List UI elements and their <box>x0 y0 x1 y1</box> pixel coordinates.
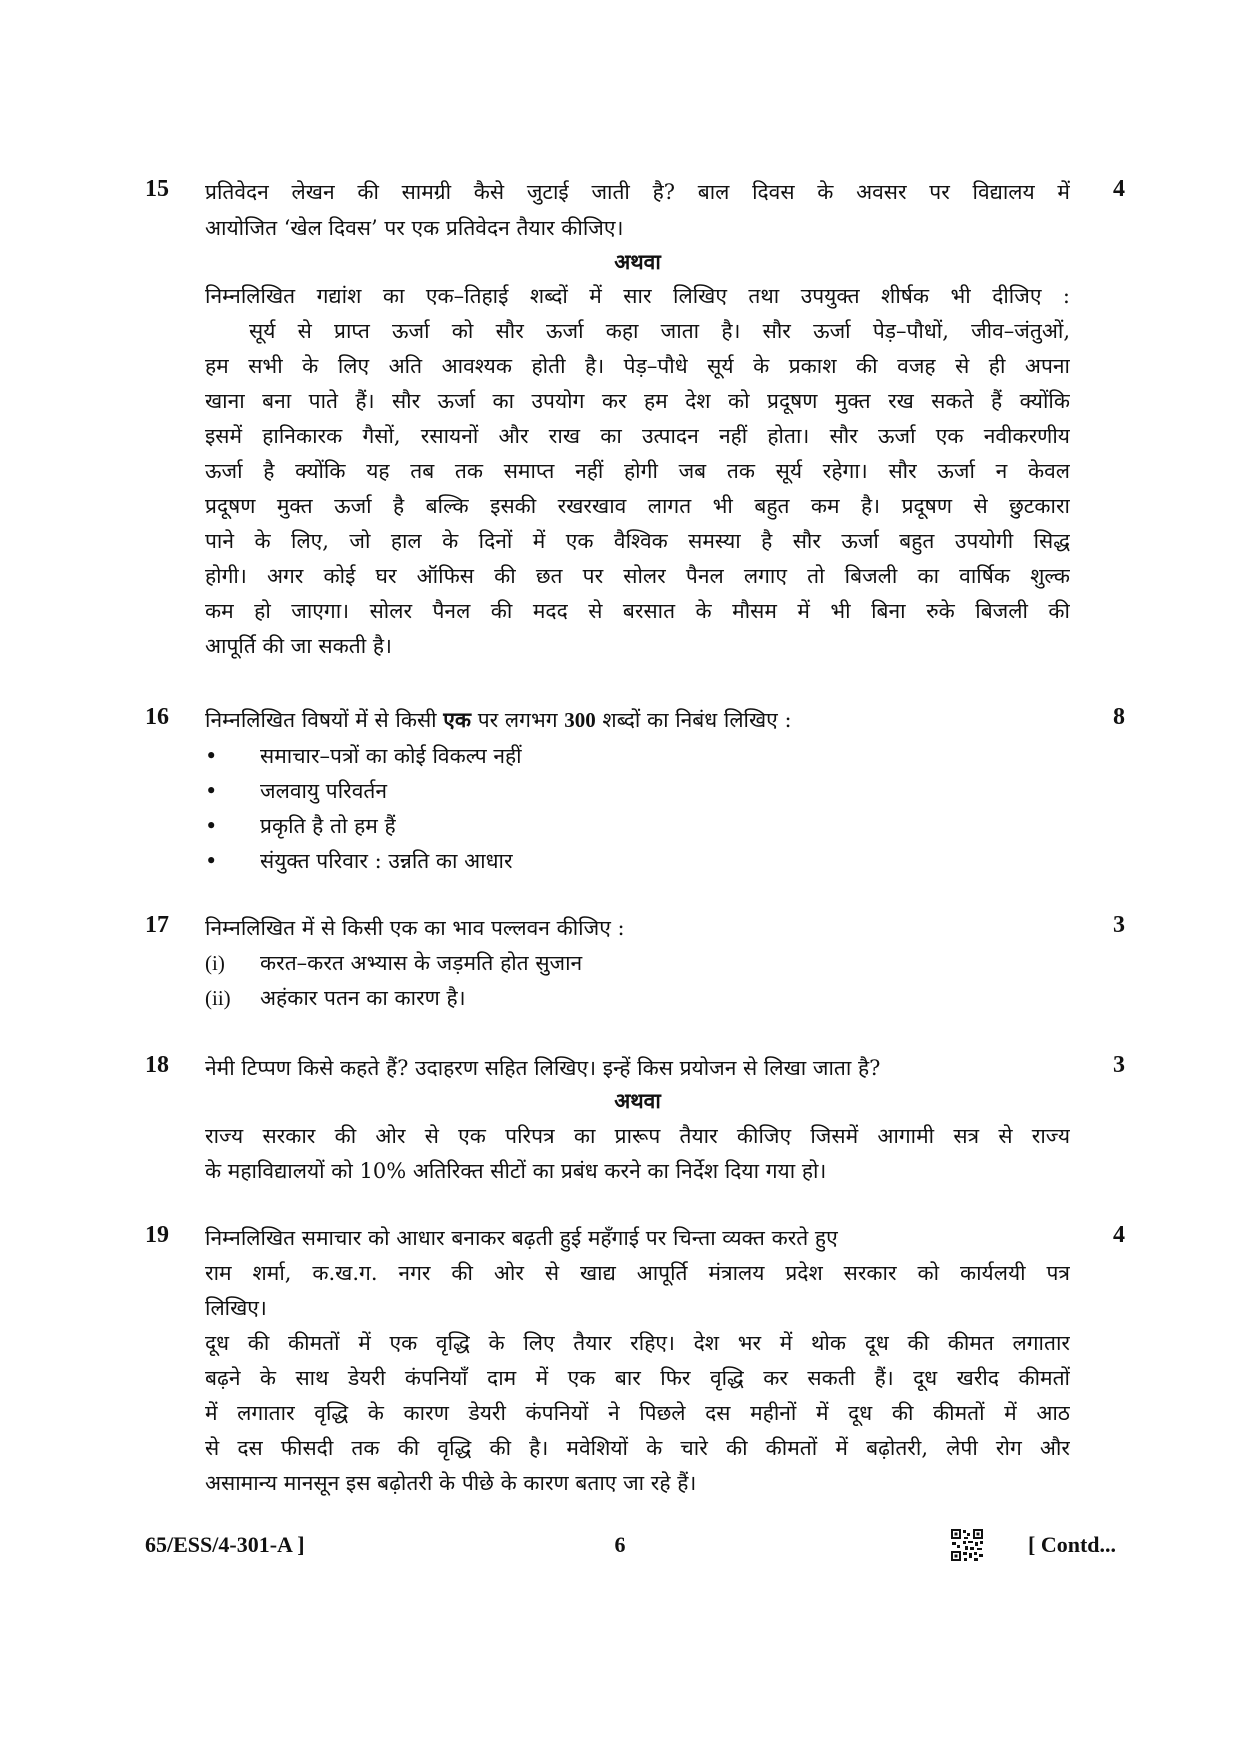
passage-line: होगी। अगर कोई घर ऑफिस की छत पर सोलर पैनल लगाए तो बिजली का वार्षिक शुल्क <box>205 564 1070 588</box>
question-number: 15 <box>145 176 169 202</box>
option-label: (i) <box>205 951 225 975</box>
word-count: 300 <box>564 708 596 732</box>
question-number: 17 <box>145 912 169 938</box>
continued-label: [ Contd... <box>1028 1532 1117 1557</box>
question-text-emphasis: एक <box>443 707 472 732</box>
question-text: नेमी टिप्पण किसे कहते हैं? उदाहरण सहित लिखिए। इन्हें किस प्रयोजन से लिखा जाता है? <box>205 1056 881 1080</box>
topic-text: प्रकृति है तो हम हैं <box>260 814 396 838</box>
question-text: राज्य सरकार की ओर से एक परिपत्र का प्रारूप तैयार कीजिए जिसमें आगामी सत्र से राज्य <box>205 1124 1070 1148</box>
topic-text: जलवायु परिवर्तन <box>260 779 388 803</box>
option-text: करत–करत अभ्यास के जड़मति होत सुजान <box>260 951 583 975</box>
bullet-icon: • <box>205 849 218 873</box>
option-label: (ii) <box>205 986 231 1010</box>
question-text: लिखिए। <box>205 1296 267 1320</box>
paper-code: 65/ESS/4-301-A ] <box>145 1532 305 1557</box>
passage-line: ऊर्जा है क्योंकि यह तब तक समाप्त नहीं होगी जब तक सूर्य रहेगा। सौर ऊर्जा न केवल <box>205 459 1070 483</box>
passage-line: खाना बना पाते हैं। सौर ऊर्जा का उपयोग कर हम देश को प्रदूषण मुक्त रख सकते हैं क्योंकि <box>205 389 1070 413</box>
news-line: में लगातार वृद्धि के कारण डेयरी कंपनियों ने पिछले दस महीनों में दूध की कीमतों में आठ <box>205 1401 1070 1425</box>
news-line: दूध की कीमतों में एक वृद्धि के लिए तैयार रहिए। देश भर में थोक दूध की कीमत लगातार <box>205 1331 1070 1355</box>
qr-code-icon <box>950 1528 984 1562</box>
question-number: 19 <box>145 1222 169 1248</box>
passage-line: प्रदूषण मुक्त ऊर्जा है बल्कि इसकी रखरखाव लागत भी बहुत कम है। प्रदूषण से छुटकारा <box>205 494 1070 518</box>
question-text-part: निम्नलिखित विषयों में से किसी <box>205 708 444 732</box>
topic-text: समाचार–पत्रों का कोई विकल्प नहीं <box>260 744 522 768</box>
passage-line: पाने के लिए, जो हाल के दिनों में एक वैश्विक समस्या है सौर ऊर्जा बहुत उपयोगी सिद्ध <box>205 529 1070 553</box>
question-text <box>205 702 1070 738</box>
or-separator: अथवा <box>614 249 661 274</box>
question-marks: 3 <box>1113 1052 1125 1078</box>
question-marks: 3 <box>1113 912 1125 938</box>
question-marks: 4 <box>1113 176 1125 202</box>
bullet-icon: • <box>205 779 218 803</box>
question-number: 16 <box>145 704 169 730</box>
question-marks: 4 <box>1113 1222 1125 1248</box>
news-line: असामान्य मानसून इस बढ़ोतरी के पीछे के कारण बताए जा रहे हैं। <box>205 1471 697 1495</box>
question-instruction: निम्नलिखित गद्यांश का एक–तिहाई शब्दों में सार लिखिए तथा उपयुक्त शीर्षक भी दीजिए : <box>205 284 1070 308</box>
option-text: अहंकार पतन का कारण है। <box>260 986 466 1010</box>
question-text: प्रतिवेदन लेखन की सामग्री कैसे जुटाई जाती है? बाल दिवस के अवसर पर विद्यालय में <box>205 180 1070 204</box>
question-marks: 8 <box>1113 704 1125 730</box>
topic-text: संयुक्त परिवार : उन्नति का आधार <box>260 849 513 873</box>
passage-line: कम हो जाएगा। सोलर पैनल की मदद से बरसात के मौसम में भी बिना रुके बिजली की <box>205 599 1070 623</box>
bullet-icon: • <box>205 814 218 838</box>
question-text: आयोजित ‘खेल दिवस’ पर एक प्रतिवेदन तैयार कीजिए। <box>205 216 624 240</box>
question-text: राम शर्मा, क.ख.ग. नगर की ओर से खाद्य आपूर्ति मंत्रालय प्रदेश सरकार को कार्यलयी पत्र <box>205 1261 1070 1285</box>
passage-line: इसमें हानिकारक गैसों, रसायनों और राख का उत्पादन नहीं होता। सौर ऊर्जा एक नवीकरणीय <box>205 424 1070 448</box>
question-text-part: पर लगभग <box>471 708 565 732</box>
news-line: बढ़ने के साथ डेयरी कंपनियाँ दाम में एक बार फिर वृद्धि कर सकती हैं। दूध खरीद कीमतों <box>205 1366 1070 1390</box>
passage-line: हम सभी के लिए अति आवश्यक होती है। पेड़–पौधे सूर्य के प्रकाश की वजह से ही अपना <box>205 354 1070 378</box>
page-number: 6 <box>614 1532 626 1557</box>
question-text: के महाविद्यालयों को 10% अतिरिक्त सीटों का प्रबंध करने का निर्देश दिया गया हो। <box>205 1159 827 1183</box>
passage-line: आपूर्ति की जा सकती है। <box>205 634 392 658</box>
or-separator: अथवा <box>614 1088 661 1113</box>
question-text-part: शब्दों का निबंध लिखिए : <box>595 708 792 732</box>
news-line: से दस फीसदी तक की वृद्धि की है। मवेशियों के चारे की कीमतों में बढ़ोतरी, लेपी रोग और <box>205 1436 1070 1460</box>
question-number: 18 <box>145 1052 169 1078</box>
question-text: निम्नलिखित समाचार को आधार बनाकर बढ़ती हुई महँगाई पर चिन्ता व्यक्त करते हुए <box>205 1226 838 1250</box>
bullet-icon: • <box>205 744 218 768</box>
question-text: निम्नलिखित में से किसी एक का भाव पल्लवन कीजिए : <box>205 916 625 940</box>
passage-line: सूर्य से प्राप्त ऊर्जा को सौर ऊर्जा कहा जाता है। सौर ऊर्जा पेड़–पौधों, जीव–जंतुओं, <box>249 319 1070 343</box>
